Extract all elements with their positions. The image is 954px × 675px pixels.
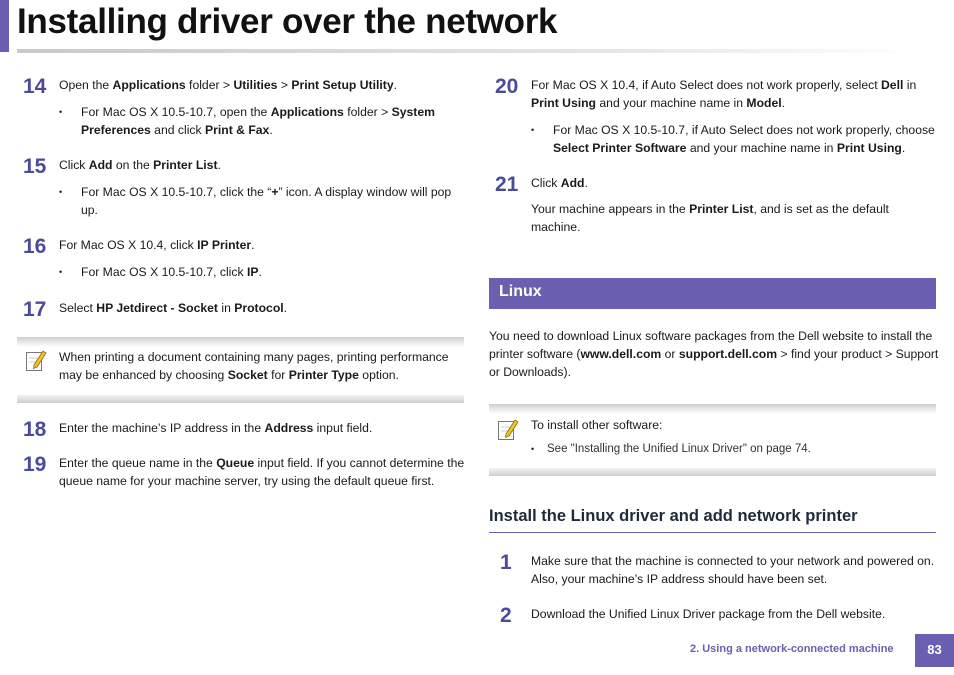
linux-intro: You need to download Linux software packages from the Dell website to install the printer software (www.dell.com or support.dell.com > find your product > Support or Downloads). <box>489 329 939 379</box>
bold-term: Print & Fax <box>205 123 270 137</box>
bold-term: Add <box>88 158 113 172</box>
bold-term: Printer List <box>153 158 218 172</box>
bold-term: Add <box>560 176 585 190</box>
bold-term: IP <box>246 265 259 279</box>
subheading-rule <box>489 532 936 533</box>
step-number: 17 <box>23 298 47 321</box>
bold-term: Address <box>264 421 314 435</box>
note-pencil-icon <box>25 348 47 377</box>
step-text: Click Add. <box>531 176 588 190</box>
step-extra-text: Your machine appears in the Printer List, and is set as the default machine. <box>531 202 889 234</box>
note-box <box>17 337 464 403</box>
section-title: Linux <box>499 283 542 300</box>
step-text: For Mac OS X 10.4, click IP Printer. <box>59 238 255 252</box>
bold-term: Print Using <box>531 96 597 110</box>
subheading: Install the Linux driver and add network printer <box>489 507 858 525</box>
step-number: 14 <box>23 75 47 98</box>
note-title: To install other software: <box>531 418 663 432</box>
bold-term: HP Jetdirect - Socket <box>96 301 218 315</box>
step-text: Enter the queue name in the Queue input field. If you cannot determine the queue name for your machine server, try using the default queue first. <box>59 456 465 488</box>
step-number: 15 <box>23 155 47 178</box>
step-number: 16 <box>23 235 47 258</box>
step-text: Click Add on the Printer List. <box>59 158 221 172</box>
bold-term: Print Using <box>836 141 902 155</box>
bold-term: Queue <box>216 456 255 470</box>
note-text: When printing a document containing many pages, printing performance may be enhanced by choosing Socket for Printer Type option. <box>59 350 449 382</box>
step-text: Enter the machine’s IP address in the Address input field. <box>59 421 373 435</box>
bold-term: + <box>271 185 279 199</box>
step-text: Select HP Jetdirect - Socket in Protocol. <box>59 301 288 315</box>
page-number: 83 <box>915 634 954 667</box>
bold-term: Print Setup Utility <box>291 78 394 92</box>
note-box-linux: To install other software: • See "Installing the Unified Linux Driver" on page 74. <box>489 404 936 476</box>
bold-term: System Preferences <box>81 105 435 137</box>
step-text: Download the Unified Linux Driver package from the Dell website. <box>531 607 886 621</box>
note-link-text[interactable]: See "Installing the Unified Linux Driver" on page 74. <box>547 443 811 455</box>
bold-term: Printer Type <box>288 368 359 382</box>
bold-term: Dell <box>880 78 904 92</box>
page-title: Installing driver over the network <box>17 2 558 41</box>
bold-term: Applications <box>112 78 186 92</box>
step-number: 1 <box>500 551 512 574</box>
step-text: Open the Applications folder > Utilities > Print Setup Utility. <box>59 78 397 92</box>
step-text: For Mac OS X 10.4, if Auto Select does not work properly, select Dell in Print Using and your machine name in Model. <box>531 78 917 110</box>
bold-term: IP Printer <box>197 238 252 252</box>
step-number: 2 <box>500 604 512 627</box>
bold-term: support.dell.com <box>678 347 778 361</box>
bold-term: www.dell.com <box>580 347 662 361</box>
bold-term: Applications <box>270 105 344 119</box>
step-number: 18 <box>23 418 47 441</box>
step-number: 20 <box>495 75 519 98</box>
bold-term: Model <box>746 96 782 110</box>
bold-term: Protocol <box>234 301 284 315</box>
step-text: Make sure that the machine is connected to your network and powered on. Also, your machine’s IP address should have been set. <box>531 554 935 586</box>
bold-term: Printer List <box>689 202 754 216</box>
step-number: 19 <box>23 453 47 476</box>
bold-term: Select Printer Software <box>553 141 687 155</box>
title-accent-bar <box>0 0 9 52</box>
note-pencil-icon <box>497 417 519 446</box>
bold-term: Utilities <box>233 78 278 92</box>
section-header-linux <box>489 278 936 309</box>
step-number: 21 <box>495 173 519 196</box>
footer-chapter: 2. Using a network-connected machine <box>690 643 894 655</box>
title-divider <box>17 49 917 53</box>
bold-term: Socket <box>227 368 268 382</box>
